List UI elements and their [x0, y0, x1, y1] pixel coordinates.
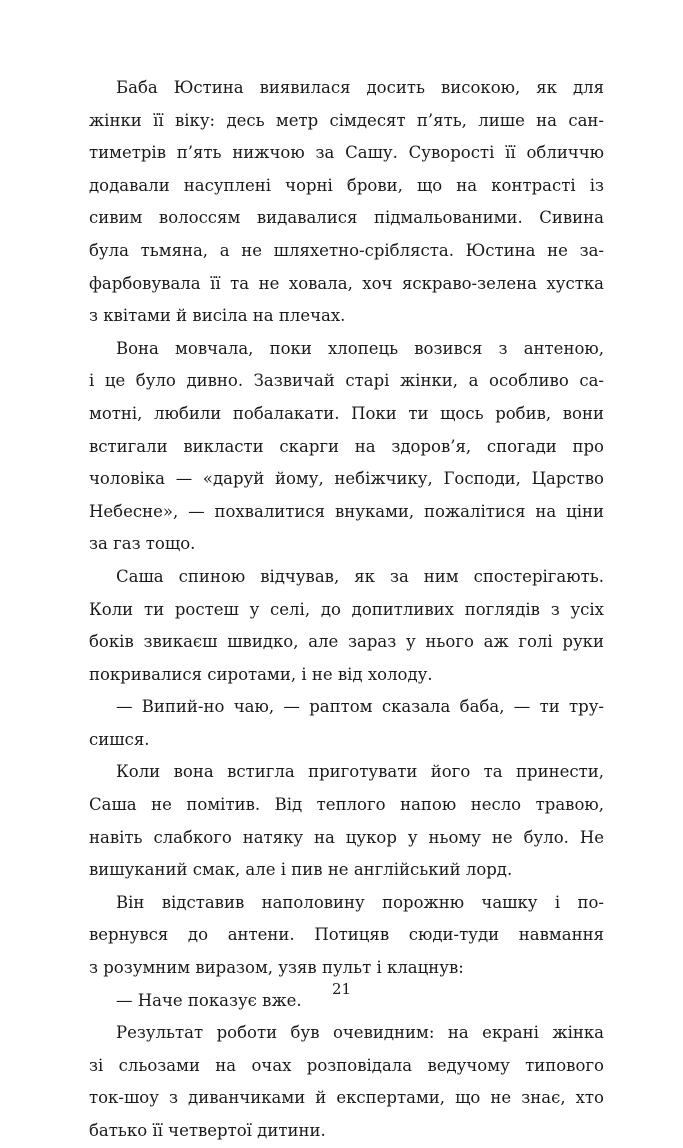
- text-line: Баба Юстина виявилася досить високою, як для: [116, 78, 604, 97]
- page-number: 21: [331, 980, 352, 998]
- text-line: з розумним виразом, узяв пульт і клацнув:: [89, 958, 464, 978]
- text-line: чоловіка — «даруй йому, небіжчику, Господи, Царство: [89, 469, 604, 489]
- text-line: Саша не помітив. Від теплого напою несло травою,: [89, 795, 604, 815]
- text-line: додавали насуплені чорні брови, що на контрасті із: [89, 175, 604, 195]
- text-line: покривалися сиротами, і не від холоду.: [89, 664, 433, 684]
- text-line: Результат роботи був очевидним: на екрані жінка: [116, 1023, 604, 1043]
- text-line: Коли ти ростеш у селі, до допитливих поглядів з усіх: [89, 599, 604, 619]
- text-line: Він відставив наполовину порожню чашку і по-: [116, 892, 604, 912]
- text-line: тиметрів п’ять нижчою за Сашу. Суворості її обличчю: [89, 143, 604, 163]
- text-line: — Випий-но чаю, — раптом сказала баба, — ти тру-: [116, 697, 604, 717]
- text-line: фарбовувала її та не ховала, хоч яскраво-зелена хустка: [89, 273, 604, 293]
- text-line: батько її четвертої дитини.: [89, 1121, 326, 1140]
- text-line: і це було дивно. Зазвичай старі жінки, а особливо са-: [89, 371, 604, 391]
- text-line: Коли вона встигла приготувати його та принести,: [116, 762, 604, 782]
- text-line: сивим волоссям видавалися підмальованими. Сивина: [89, 208, 604, 228]
- text-line: боків звикаєш швидко, але зараз у нього аж голі руки: [89, 632, 604, 652]
- text-line: ток-шоу з диванчиками й експертами, що не знає, хто: [89, 1088, 604, 1108]
- text-line: з квітами й висіла на плечах.: [89, 306, 346, 326]
- text-line: Небесне», — похвалитися внуками, пожалітися на ціни: [89, 501, 604, 521]
- text-line: вишуканий смак, але і пив не англійський лорд.: [89, 860, 513, 880]
- text-line: сишся.: [89, 729, 150, 749]
- text-line: була тьмяна, а не шляхетно-срібляста. Юстина не за-: [89, 240, 604, 260]
- text-line: жінки її віку: десь метр сімдесят п’ять, лише на сан-: [89, 110, 604, 130]
- text-line: навіть слабкого натяку на цукор у ньому не було. Не: [89, 827, 604, 847]
- text-line: Саша спиною відчував, як за ним спостерігають.: [116, 566, 604, 586]
- text-line: за газ тощо.: [89, 534, 196, 554]
- text-line: — Наче показує вже.: [116, 990, 302, 1010]
- text-line: зі сльозами на очах розповідала ведучому типового: [89, 1055, 604, 1075]
- text-line: Вона мовчала, поки хлопець возився з антеною,: [116, 338, 604, 358]
- text-line: мотні, любили побалакати. Поки ти щось робив, вони: [89, 403, 604, 423]
- text-line: вернувся до антени. Потицяв сюди-туди навмання: [89, 925, 604, 945]
- text-line: встигали викласти скарги на здоров’я, спогади про: [89, 436, 604, 456]
